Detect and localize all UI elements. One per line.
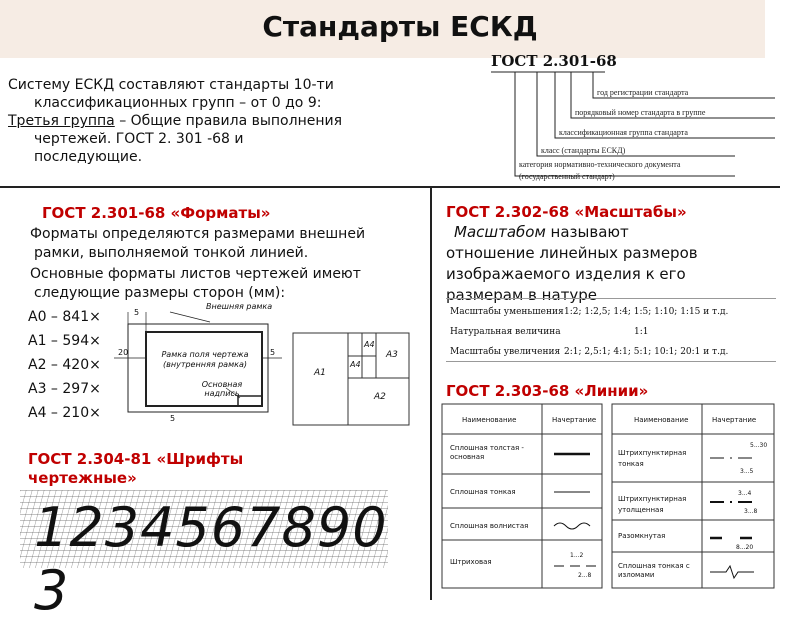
sheet-partition-drawing xyxy=(292,332,412,428)
line-dim: 3...5 xyxy=(740,468,754,475)
intro-underlined: Третья группа xyxy=(8,113,115,129)
formats-line: Форматы определяются размерами внешней xyxy=(30,226,366,242)
scales-line: размерам в натуре xyxy=(446,286,598,304)
line-type-name: Разомкнутая xyxy=(618,532,666,540)
line-type-name: Штрихпунктирная утолщенная xyxy=(618,495,687,514)
intro-line: классификационных групп – от 0 до 9: xyxy=(34,95,322,111)
scale-row-label: Масштабы увеличения xyxy=(450,347,561,357)
line-type-name: Сплошная толстая - основная xyxy=(450,444,524,461)
fonts-heading-line: чертежные» xyxy=(28,469,137,487)
intro-line: чертежей. ГОСТ 2. 301 -68 и xyxy=(34,131,244,147)
scale-row-label: Масштабы уменьшения xyxy=(450,307,564,317)
sheet-label: А4 xyxy=(364,340,375,349)
dim-top: 5 xyxy=(134,308,140,317)
line-dim: 3...8 xyxy=(744,508,758,515)
scales-heading: ГОСТ 2.302-68 «Масштабы» xyxy=(446,203,687,221)
intro-text xyxy=(8,76,408,166)
scale-row-values: 1:1 xyxy=(634,327,649,337)
scales-term: Масштабом xyxy=(454,223,546,241)
scales-line xyxy=(446,222,786,243)
lines-col-header: Начертание xyxy=(712,416,757,424)
sheet-partition-lines xyxy=(292,332,412,428)
format-size-item: А2 – 420× xyxy=(28,357,101,373)
gost-label: категория нормативно-технического документа xyxy=(519,160,681,169)
scale-row-values: 2:1; 2,5:1; 4:1; 5:1; 10:1; 20:1 и т.д. xyxy=(564,347,729,357)
scale-row-label: Натуральная величина xyxy=(450,327,561,337)
line-dim: 3...4 xyxy=(738,490,752,497)
gost-code-diagram xyxy=(485,48,785,188)
dim-bottom: 5 xyxy=(170,414,176,423)
line-type-name: Штриховая xyxy=(450,558,492,566)
format-size-item: А1 – 594× xyxy=(28,333,101,349)
lines-heading: ГОСТ 2.303-68 «Линии» xyxy=(446,382,649,400)
gost-label: классификационная группа стандарта xyxy=(559,128,688,137)
divider-horizontal xyxy=(0,186,780,188)
format-size-item: А0 – 841× xyxy=(28,309,101,325)
line-type-name: Сплошная волнистая xyxy=(450,522,529,530)
intro-line: Систему ЕСКД составляют стандарты 10-ти xyxy=(8,77,334,93)
scales-line: отношение линейных размеров xyxy=(446,244,698,262)
formats-line: Основные форматы листов чертежей имеют xyxy=(30,266,361,282)
page-title: Стандарты ЕСКД xyxy=(262,10,538,43)
scales-text xyxy=(446,222,786,304)
fonts-heading-line: ГОСТ 2.304-81 «Шрифты xyxy=(28,450,244,468)
gost-code: ГОСТ 2.301-68 xyxy=(491,52,617,70)
divider-vertical xyxy=(430,186,432,600)
lines-col-header: Наименование xyxy=(634,416,689,424)
frame-inner-label-line: (внутренняя рамка) xyxy=(163,360,247,369)
gost-label: класс (стандарты ЕСКД) xyxy=(541,146,626,155)
format-size-item: А3 – 297× xyxy=(28,381,101,397)
gost-label: порядковый номер стандарта в группе xyxy=(575,108,706,117)
sheet-label: А1 xyxy=(314,368,326,378)
line-type-name: Сплошная тонкая с изломами xyxy=(618,562,690,579)
lines-col-header: Начертание xyxy=(552,416,597,424)
line-dim: 1...2 xyxy=(570,552,584,559)
gost-label: (государственный стандарт) xyxy=(519,172,615,181)
scales-table xyxy=(446,298,776,362)
formats-heading: ГОСТ 2.301-68 «Форматы» xyxy=(42,204,271,222)
scales-line: изображаемого изделия к его xyxy=(446,265,686,283)
intro-line-rest: – Общие правила выполнения xyxy=(114,113,343,129)
formats-line: рамки, выполняемой тонкой линией. xyxy=(34,245,309,261)
dim-right: 5 xyxy=(270,348,276,357)
formats-line: следующие размеры сторон (мм): xyxy=(34,285,286,301)
frame-inner-label-line: Рамка поля чертежа xyxy=(161,350,249,359)
lines-col-header: Наименование xyxy=(462,416,517,424)
scales-line-rest: называют xyxy=(545,223,629,241)
frame-outer-label: Внешняя рамка xyxy=(206,302,273,311)
intro-line: последующие. xyxy=(34,149,143,165)
intro-line xyxy=(8,112,408,130)
line-type-name: Сплошная тонкая xyxy=(450,488,516,496)
line-dim: 2...8 xyxy=(578,572,592,579)
sheet-label: А2 xyxy=(374,392,386,402)
formats-text xyxy=(30,225,430,303)
line-dim: 8...20 xyxy=(736,544,754,551)
sheet-label: А4 xyxy=(350,360,361,369)
gost-label: год регистрации стандарта xyxy=(597,88,689,97)
lines-table xyxy=(440,402,776,590)
scale-row-values: 1:2; 1:2,5; 1:4; 1:5; 1:10; 1:15 и т.д. xyxy=(564,307,729,317)
fonts-heading xyxy=(28,450,244,487)
frame-inner-label xyxy=(150,350,260,370)
frame-drawing xyxy=(110,302,290,430)
sheet-label: А3 xyxy=(386,350,398,360)
line-type-name: Штрихпунктирная тонкая xyxy=(618,449,687,468)
stamp-label-line: Основная xyxy=(201,380,243,389)
format-sizes-list xyxy=(28,305,101,425)
font-sample: 1234567890 3 xyxy=(34,496,388,622)
line-dim: 5...30 xyxy=(750,442,768,449)
dim-left: 20 xyxy=(118,348,129,357)
stamp-label xyxy=(192,380,252,398)
format-size-item: А4 – 210× xyxy=(28,405,101,421)
stamp-label-line: надпись xyxy=(204,389,240,398)
font-sample-grid xyxy=(20,490,388,622)
